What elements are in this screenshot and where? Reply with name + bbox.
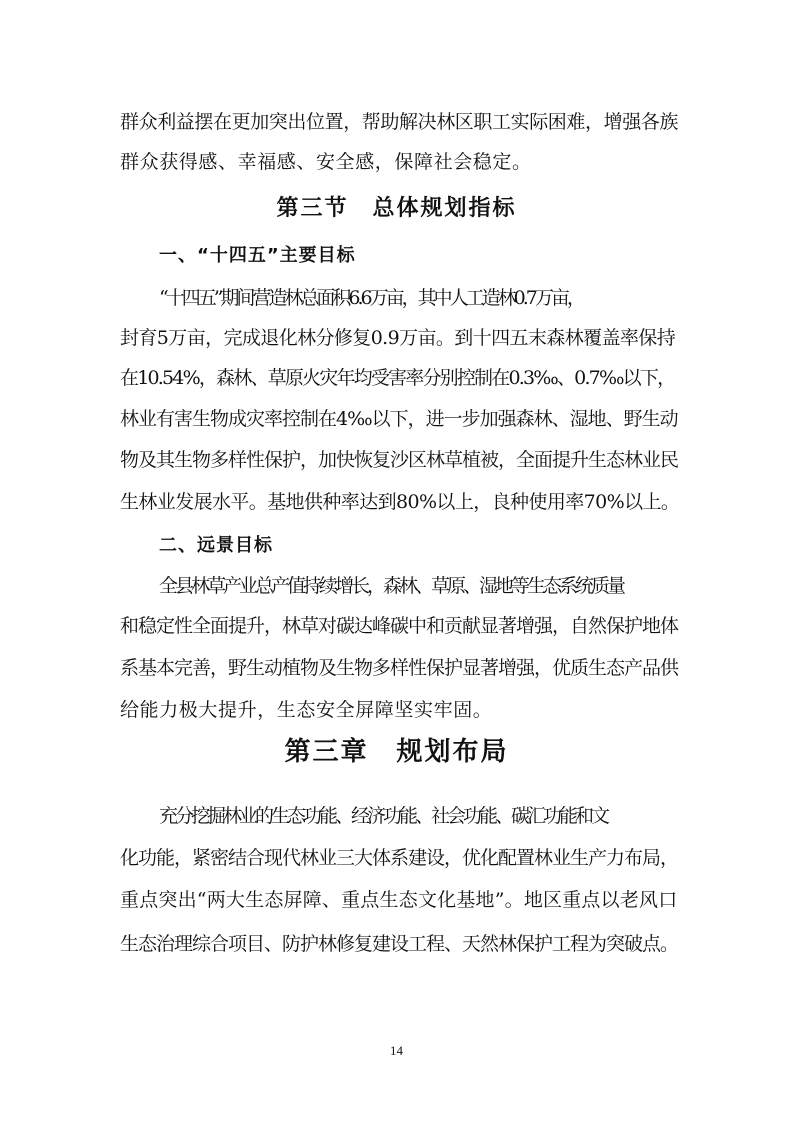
paragraph-line: 全县林草产业总产值持续增长，森林、草原、湿地等生态系统质量	[159, 575, 624, 597]
paragraph-line: 物及其生物多样性保护，加快恢复沙区林草植被，全面提升生态林业民	[120, 449, 679, 471]
subsection-title: 二、远景目标	[159, 535, 273, 556]
page-number: 14	[390, 1043, 403, 1058]
chapter-title: 第三章 规划布局	[284, 737, 509, 767]
paragraph-line: 封育5万亩，完成退化林分修复0.9万亩。到十四五末森林覆盖率保持	[120, 327, 676, 349]
paragraph-line: 群众获得感、幸福感、安全感，保障社会稳定。	[120, 151, 532, 173]
paragraph-line: 在10.54%，森林、草原火灾年均受害率分别控制在0.3‰、0.7‰以下，	[120, 367, 675, 389]
paragraph-line: 化功能，紧密结合现代林业三大体系建设，优化配置林业生产力布局，	[120, 847, 679, 869]
paragraph-line: “十四五”期间营造林总面积6.6万亩，其中人工造林0.7万亩，	[159, 287, 583, 309]
subsection-title: 一、“十四五”主要目标	[159, 245, 356, 266]
paragraph-line: 生态治理综合项目、防护林修复建设工程、天然林保护工程为突破点。	[120, 933, 679, 955]
paragraph-line: 重点突出“两大生态屏障、重点生态文化基地”。地区重点以老风口	[120, 889, 678, 911]
paragraph-line: 林业有害生物成灾率控制在4‰以下，进一步加强森林、湿地、野生动	[120, 408, 678, 430]
paragraph-line: 和稳定性全面提升，林草对碳达峰碳中和贡献显著增强，自然保护地体	[120, 615, 679, 637]
paragraph-line: 给能力极大提升，生态安全屏障坚实牢固。	[120, 699, 493, 721]
section-title: 第三节 总体规划指标	[276, 196, 517, 221]
paragraph-line: 群众利益摆在更加突出位置，帮助解决林区职工实际困难，增强各族	[120, 111, 679, 133]
paragraph-line: 生林业发展水平。基地供种率达到80%以上，良种使用率70%以上。	[120, 491, 680, 513]
paragraph-line: 系基本完善，野生动植物及生物多样性保护显著增强，优质生态产品供	[120, 657, 679, 679]
paragraph-line: 充分挖掘林业的生态功能、经济功能、社会功能、碳汇功能和文	[159, 805, 608, 827]
